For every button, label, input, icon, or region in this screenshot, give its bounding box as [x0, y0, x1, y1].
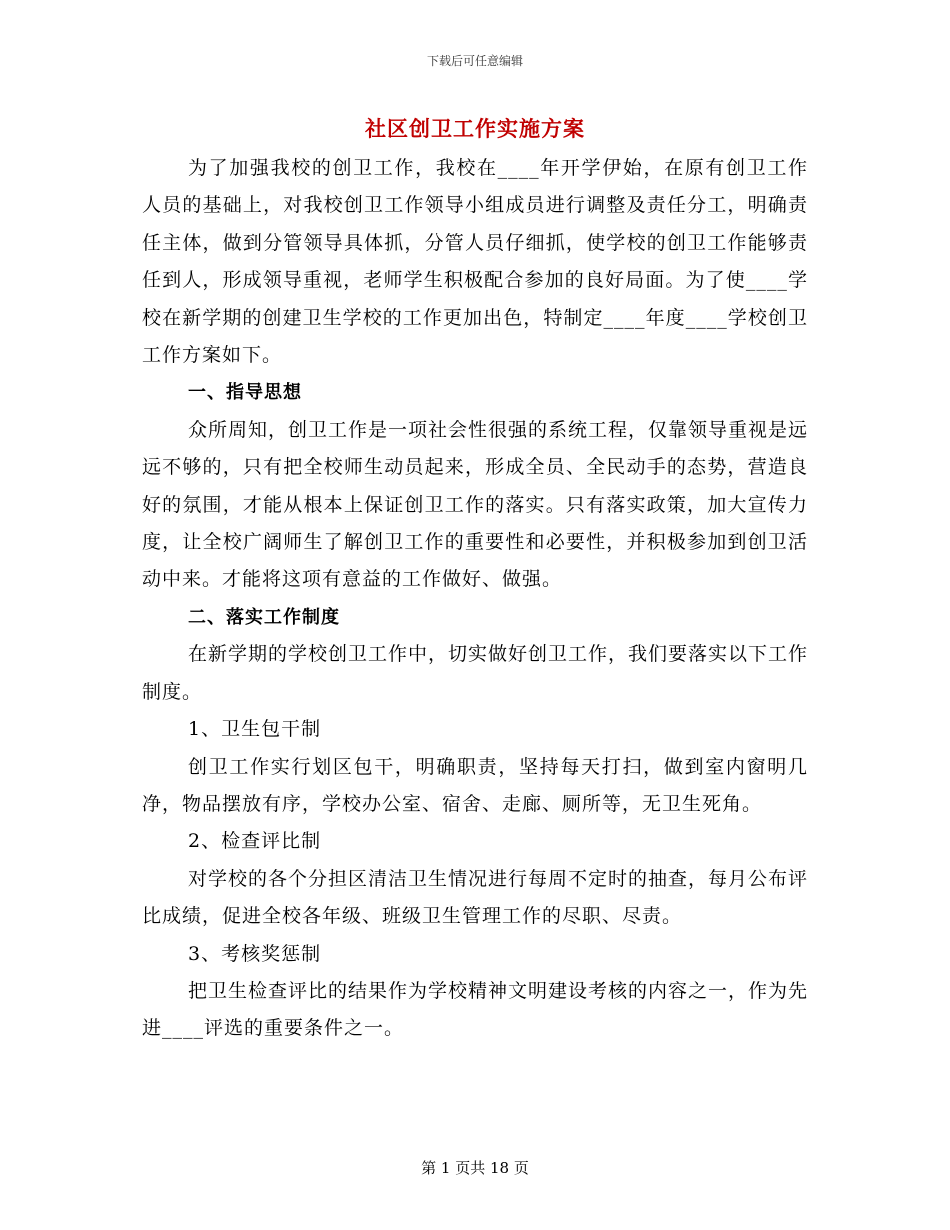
page-number: 第 1 页共 18 页	[421, 1159, 529, 1177]
guiding-ideology-paragraph: 众所周知，创卫工作是一项社会性很强的系统工程，仅靠领导重视是远远不够的，只有把全校师生动员起来，形成全员、全民动手的态势，营造良好的氛围，才能从根本上保证创卫工作的落实。只有落实政策，加大宣传力度，让全校广阔师生了解创卫工作的重要性和必要性，并积极参加到创卫活动中来。才能将这项有意益的工作做好、做强。	[142, 418, 809, 591]
intro-paragraph: 为了加强我校的创卫工作，我校在____年开学伊始，在原有创卫工作人员的基础上，对我校创卫工作领导小组成员进行调整及责任分工，明确责任主体，做到分管领导具体抓，分管人员仔细抓，使学校的创卫工作能够责任到人，形成领导重视，老师学生积极配合参加的良好局面。为了使____学校在新学期的创建卫生学校的工作更加出色，特制定____年度____学校创卫工作方案如下。	[142, 157, 808, 367]
work-system-intro-paragraph: 在新学期的学校创卫工作中，切实做好创卫工作，我们要落实以下工作制度。	[142, 643, 809, 703]
subheading-hygiene-responsibility: 1、卫生包干制	[188, 718, 322, 741]
hygiene-responsibility-paragraph: 创卫工作实行划区包干，明确职责，坚持每天打扫，做到室内窗明几净，物品摆放有序，学校办公室、宿舍、走廊、厕所等，无卫生死角。	[142, 755, 808, 815]
subheading-assessment-reward: 3、考核奖惩制	[188, 942, 322, 965]
document-body	[142, 150, 808, 1048]
inspection-evaluation-paragraph: 对学校的各个分担区清洁卫生情况进行每周不定时的抽查，每月公布评比成绩，促进全校各年级、班级卫生管理工作的尽职、尽责。	[142, 867, 809, 928]
document-title: 社区创卫工作实施方案	[365, 116, 585, 141]
section-heading-guiding-ideology: 一、指导思想	[188, 382, 302, 404]
section-heading-work-system: 二、落实工作制度	[188, 606, 340, 628]
subheading-inspection-evaluation: 2、检查评比制	[188, 830, 322, 853]
assessment-reward-paragraph: 把卫生检查评比的结果作为学校精神文明建设考核的内容之一，作为先进____评选的重要条件之一。	[142, 979, 809, 1040]
page-header-note: 下载后可任意编辑	[426, 54, 523, 68]
